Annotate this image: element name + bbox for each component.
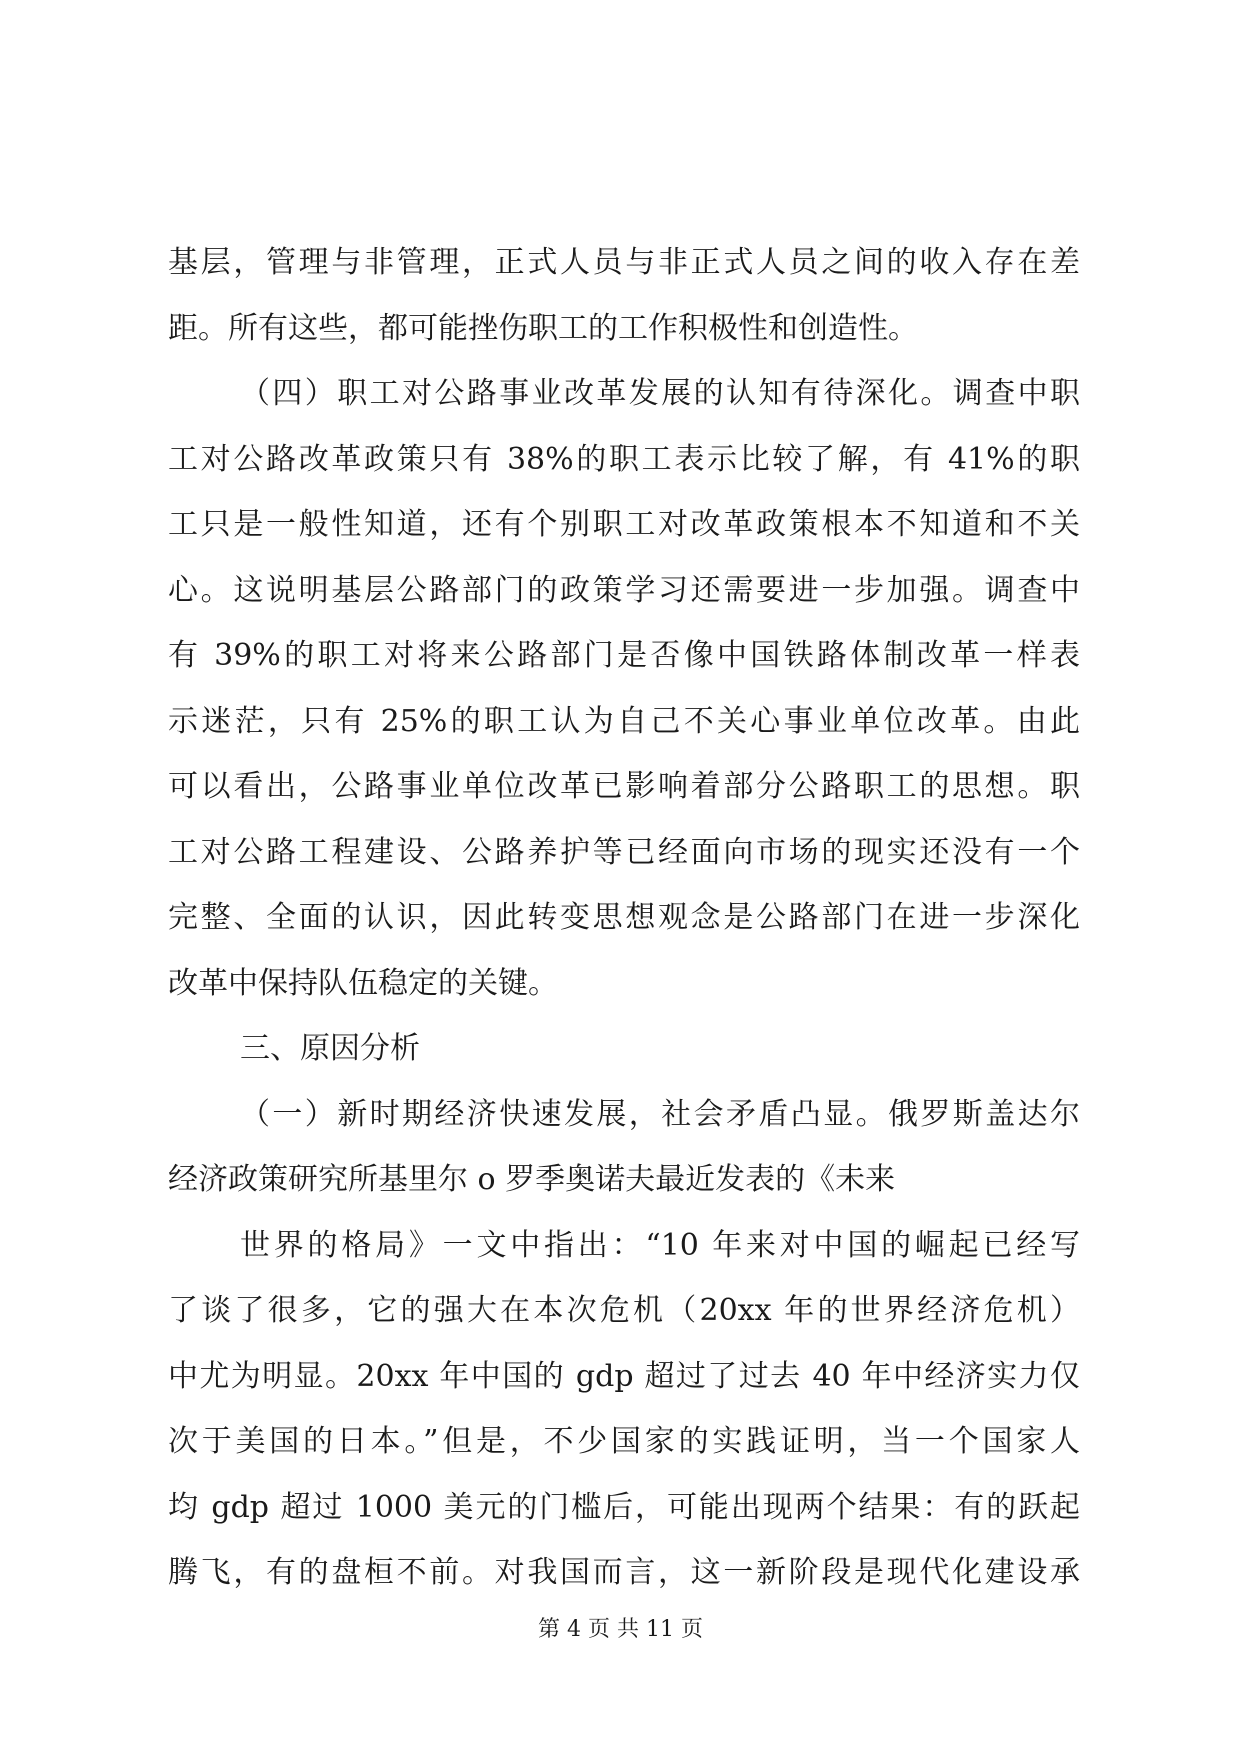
text-line: 有 39%的职工对将来公路部门是否像中国铁路体制改革一样表 bbox=[168, 638, 1080, 673]
text-line: 工对公路工程建设、公路养护等已经面向市场的现实还没有一个 bbox=[168, 834, 1080, 870]
text-line: 基层，管理与非管理，正式人员与非正式人员之间的收入存在差 bbox=[168, 245, 1080, 280]
text-line: 工只是一般性知道，还有个别职工对改革政策根本不知道和不关 bbox=[168, 507, 1080, 542]
text-line: 完整、全面的认识，因此转变思想观念是公路部门在进一步深化 bbox=[168, 900, 1080, 935]
text-line: 次于美国的日本。”但是，不少国家的实践证明，当一个国家人 bbox=[168, 1424, 1080, 1459]
text-line: 改革中保持队伍稳定的关键。 bbox=[168, 965, 558, 1001]
text-line: 可以看出，公路事业单位改革已影响着部分公路职工的思想。职 bbox=[168, 769, 1080, 804]
text-line: 均 gdp 超过 1000 美元的门槛后，可能出现两个结果：有的跃起 bbox=[168, 1489, 1080, 1525]
text-line: 世界的格局》一文中指出：“10 年来对中国的崛起已经写 bbox=[240, 1227, 1080, 1263]
text-line: 距。所有这些，都可能挫伤职工的工作积极性和创造性。 bbox=[168, 310, 918, 346]
text-line: （一）新时期经济快速发展，社会矛盾凸显。俄罗斯盖达尔 bbox=[240, 1096, 1080, 1132]
body-text bbox=[168, 230, 1080, 1606]
text-line: 了谈了很多，它的强大在本次危机（20xx 年的世界经济危机） bbox=[168, 1293, 1080, 1328]
text-line: 腾飞，有的盘桓不前。对我国而言，这一新阶段是现代化建设承 bbox=[168, 1555, 1080, 1590]
text-line: 三、原因分析 bbox=[240, 1031, 420, 1066]
text-line: 示迷茫，只有 25%的职工认为自己不关心事业单位改革。由此 bbox=[168, 703, 1080, 739]
text-line: 工对公路改革政策只有 38%的职工表示比较了解，有 41%的职 bbox=[168, 441, 1080, 477]
text-line: 经济政策研究所基里尔 o 罗季奥诺夫最近发表的《未来 bbox=[168, 1162, 896, 1197]
page-footer: 第 4 页 共 11 页 bbox=[538, 1617, 703, 1642]
text-line: 心。这说明基层公路部门的政策学习还需要进一步加强。调查中 bbox=[168, 572, 1080, 608]
text-line: （四）职工对公路事业改革发展的认知有待深化。调查中职 bbox=[240, 376, 1080, 411]
text-line: 中尤为明显。20xx 年中国的 gdp 超过了过去 40 年中经济实力仅 bbox=[168, 1358, 1080, 1394]
